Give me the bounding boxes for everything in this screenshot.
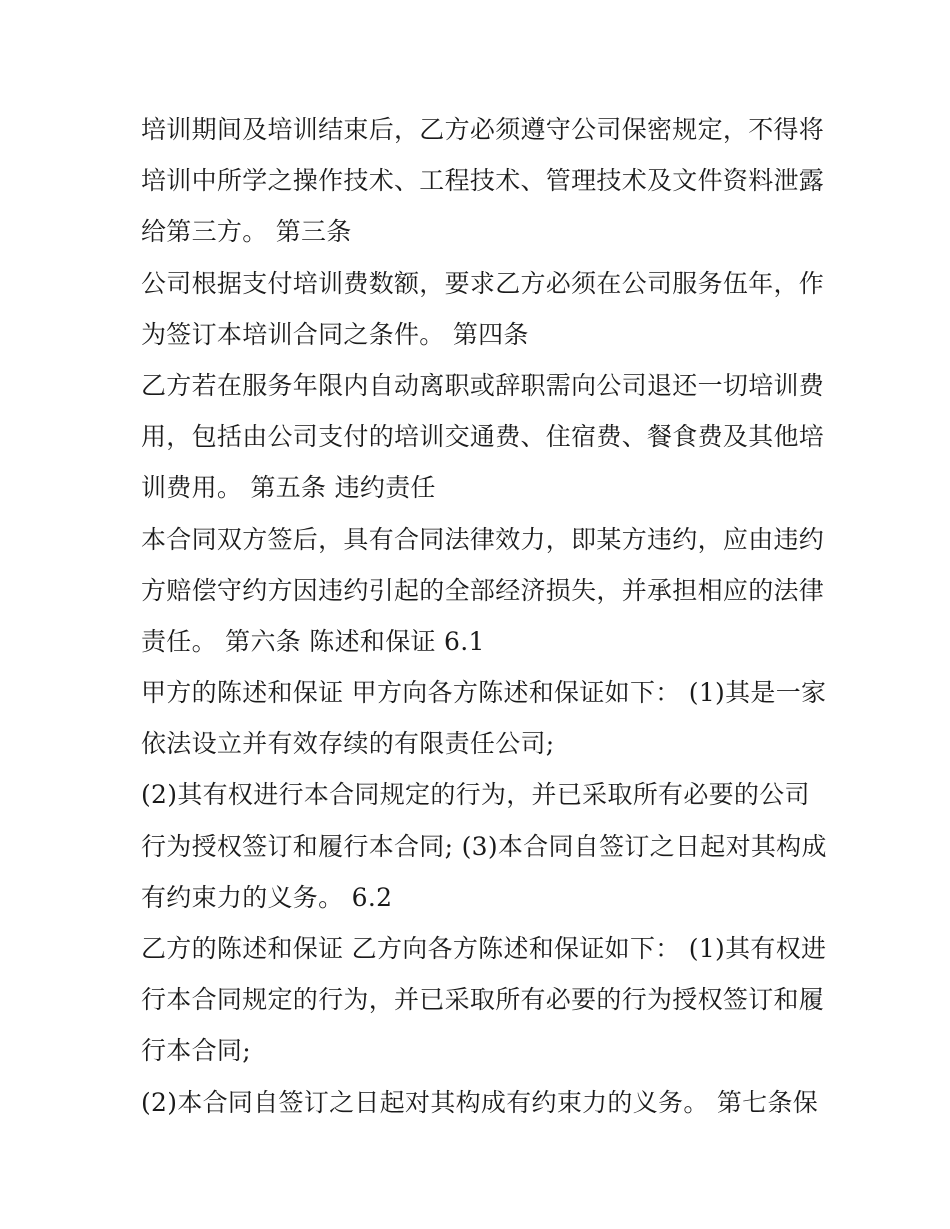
text-line: 方赔偿守约方因违约引起的全部经济损失，并承担相应的法律 [141, 575, 825, 605]
document-body [141, 104, 827, 1128]
text-line: 本合同双方签后，具有合同法律效力，即某方违约，应由违约 [141, 524, 825, 554]
text-line: 用，包括由公司支付的培训交通费、住宿费、餐食费及其他培 [141, 422, 825, 452]
text-line: 培训期间及培训结束后，乙方必须遵守公司保密规定，不得将 [141, 115, 825, 144]
text-line: 为签订本培训合同之条件。 第四条 [141, 319, 529, 349]
text-line: 甲方的陈述和保证 甲方向各方陈述和保证如下： (1)其是一家 [141, 678, 827, 708]
text-line: 给第三方。 第三条 [141, 217, 352, 247]
text-line: (2)其有权进行本合同规定的行为，并已采取所有必要的公司 [141, 780, 810, 810]
text-line: 依法设立并有效存续的有限责任公司; [141, 729, 555, 759]
text-line: 公司根据支付培训费数额，要求乙方必须在公司服务伍年，作 [141, 268, 825, 298]
text-line: 行为授权签订和履行本合同; (3)本合同自签订之日起对其构成 [141, 831, 827, 861]
text-line: 责任。 第六条 陈述和保证 6.1 [141, 626, 485, 656]
text-line: 行本合同; [141, 1036, 251, 1066]
text-line: 乙方若在服务年限内自动离职或辞职需向公司退还一切培训费 [141, 370, 825, 400]
text-line: 有约束力的义务。 6.2 [141, 882, 393, 912]
text-line: (2)本合同自签订之日起对其构成有约束力的义务。 第七条保 [141, 1087, 819, 1117]
text-line: 培训中所学之操作技术、工程技术、管理技术及文件资料泄露 [141, 166, 825, 196]
text-line: 行本合同规定的行为，并已采取所有必要的行为授权签订和履 [141, 985, 825, 1015]
text-line: 乙方的陈述和保证 乙方向各方陈述和保证如下： (1)其有权进 [141, 934, 827, 963]
text-line: 训费用。 第五条 违约责任 [141, 473, 436, 503]
